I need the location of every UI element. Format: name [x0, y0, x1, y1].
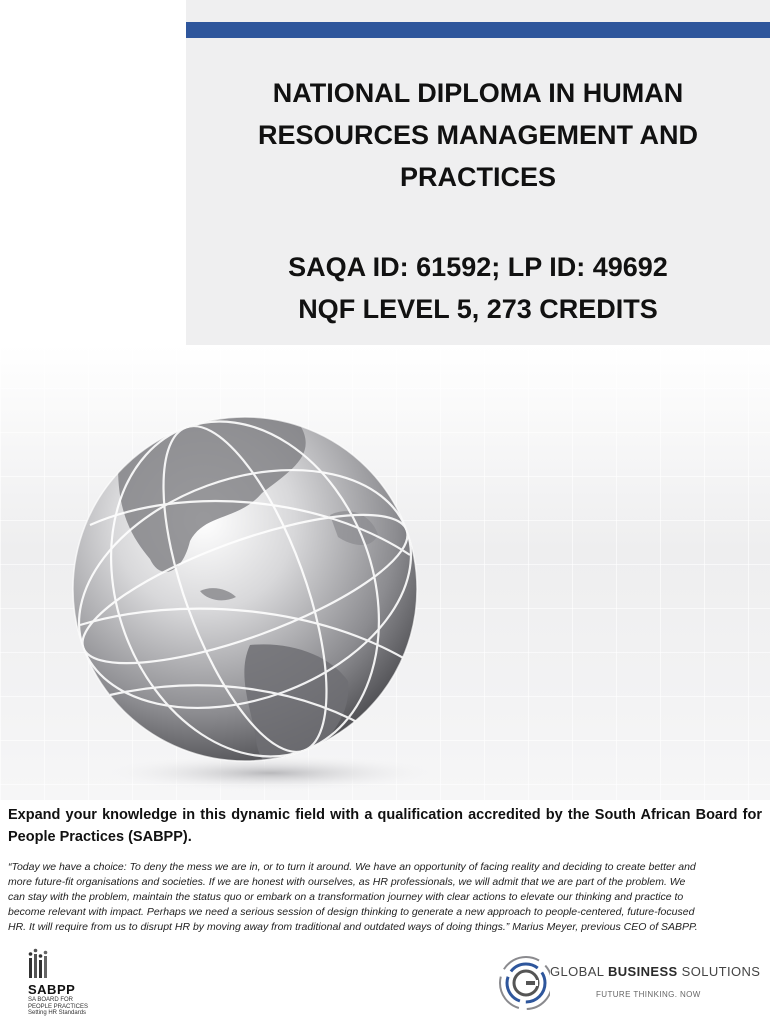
sabpp-sub-line: Setting HR Standards [28, 1010, 87, 1016]
title-line: NATIONAL DIPLOMA IN HUMAN [272, 78, 684, 108]
gbs-logo [496, 950, 761, 1016]
sabpp-subtitle [28, 997, 108, 1017]
gbs-name-tail: SOLUTIONS [677, 964, 761, 979]
quote-block [8, 860, 748, 935]
title-line: PRACTICES [399, 162, 556, 192]
gbs-mark-icon [496, 950, 550, 1016]
gbs-name-bold: BUSINESS [607, 964, 678, 979]
title-panel [186, 0, 770, 345]
globe-shadow [100, 755, 440, 791]
quote-line: can stay with the problem, maintain the status quo or embark on a transformation journey with clear actions to elevate our thinking and practice to [8, 891, 684, 903]
globe-image [0, 345, 770, 800]
nqf-level-line: NQF LEVEL 5, 273 CREDITS [298, 294, 658, 324]
quote-line: HR. It will require from us to disrupt HR by moving away from traditional and outdated ways of doing things.” Marius Meyer, previous CEO of SABPP. [8, 921, 698, 933]
gbs-tagline: FUTURE THINKING. NOW [596, 990, 701, 999]
sabpp-sub-line: SA BOARD FOR [28, 997, 74, 1003]
qualification-ids [186, 246, 770, 330]
gbs-name-plain: GLOBAL [550, 964, 608, 979]
quote-line: more future-fit organisations and societies. If we are honest with ourselves, as HR professionals, we will admit that we are part of the problem. We [8, 876, 686, 888]
sabpp-sub-line: PEOPLE PRACTICES [28, 1003, 89, 1010]
sabpp-name: SABPP [28, 982, 76, 997]
saqa-id-line: SAQA ID: 61592; LP ID: 49692 [288, 252, 668, 282]
gbs-name [550, 964, 760, 979]
document-title [186, 72, 770, 198]
title-line: RESOURCES MANAGEMENT AND [257, 120, 698, 150]
intro-text: Expand your knowledge in this dynamic field with a qualification accredited by the South African Board for People Practices (SABPP). [8, 807, 762, 845]
accent-bar [186, 22, 770, 38]
quote-line: “Today we have a choice: To deny the mess we are in, or to turn it around. We have an opportunity of facing reality and deciding to create better and [8, 861, 696, 873]
sabpp-logo [28, 948, 148, 1018]
sabpp-mark-icon [28, 948, 50, 980]
quote-line: become relevant with impact. Perhaps we need a serious session of design thinking to generate a new approach to people-centered, future-focused [8, 906, 695, 918]
